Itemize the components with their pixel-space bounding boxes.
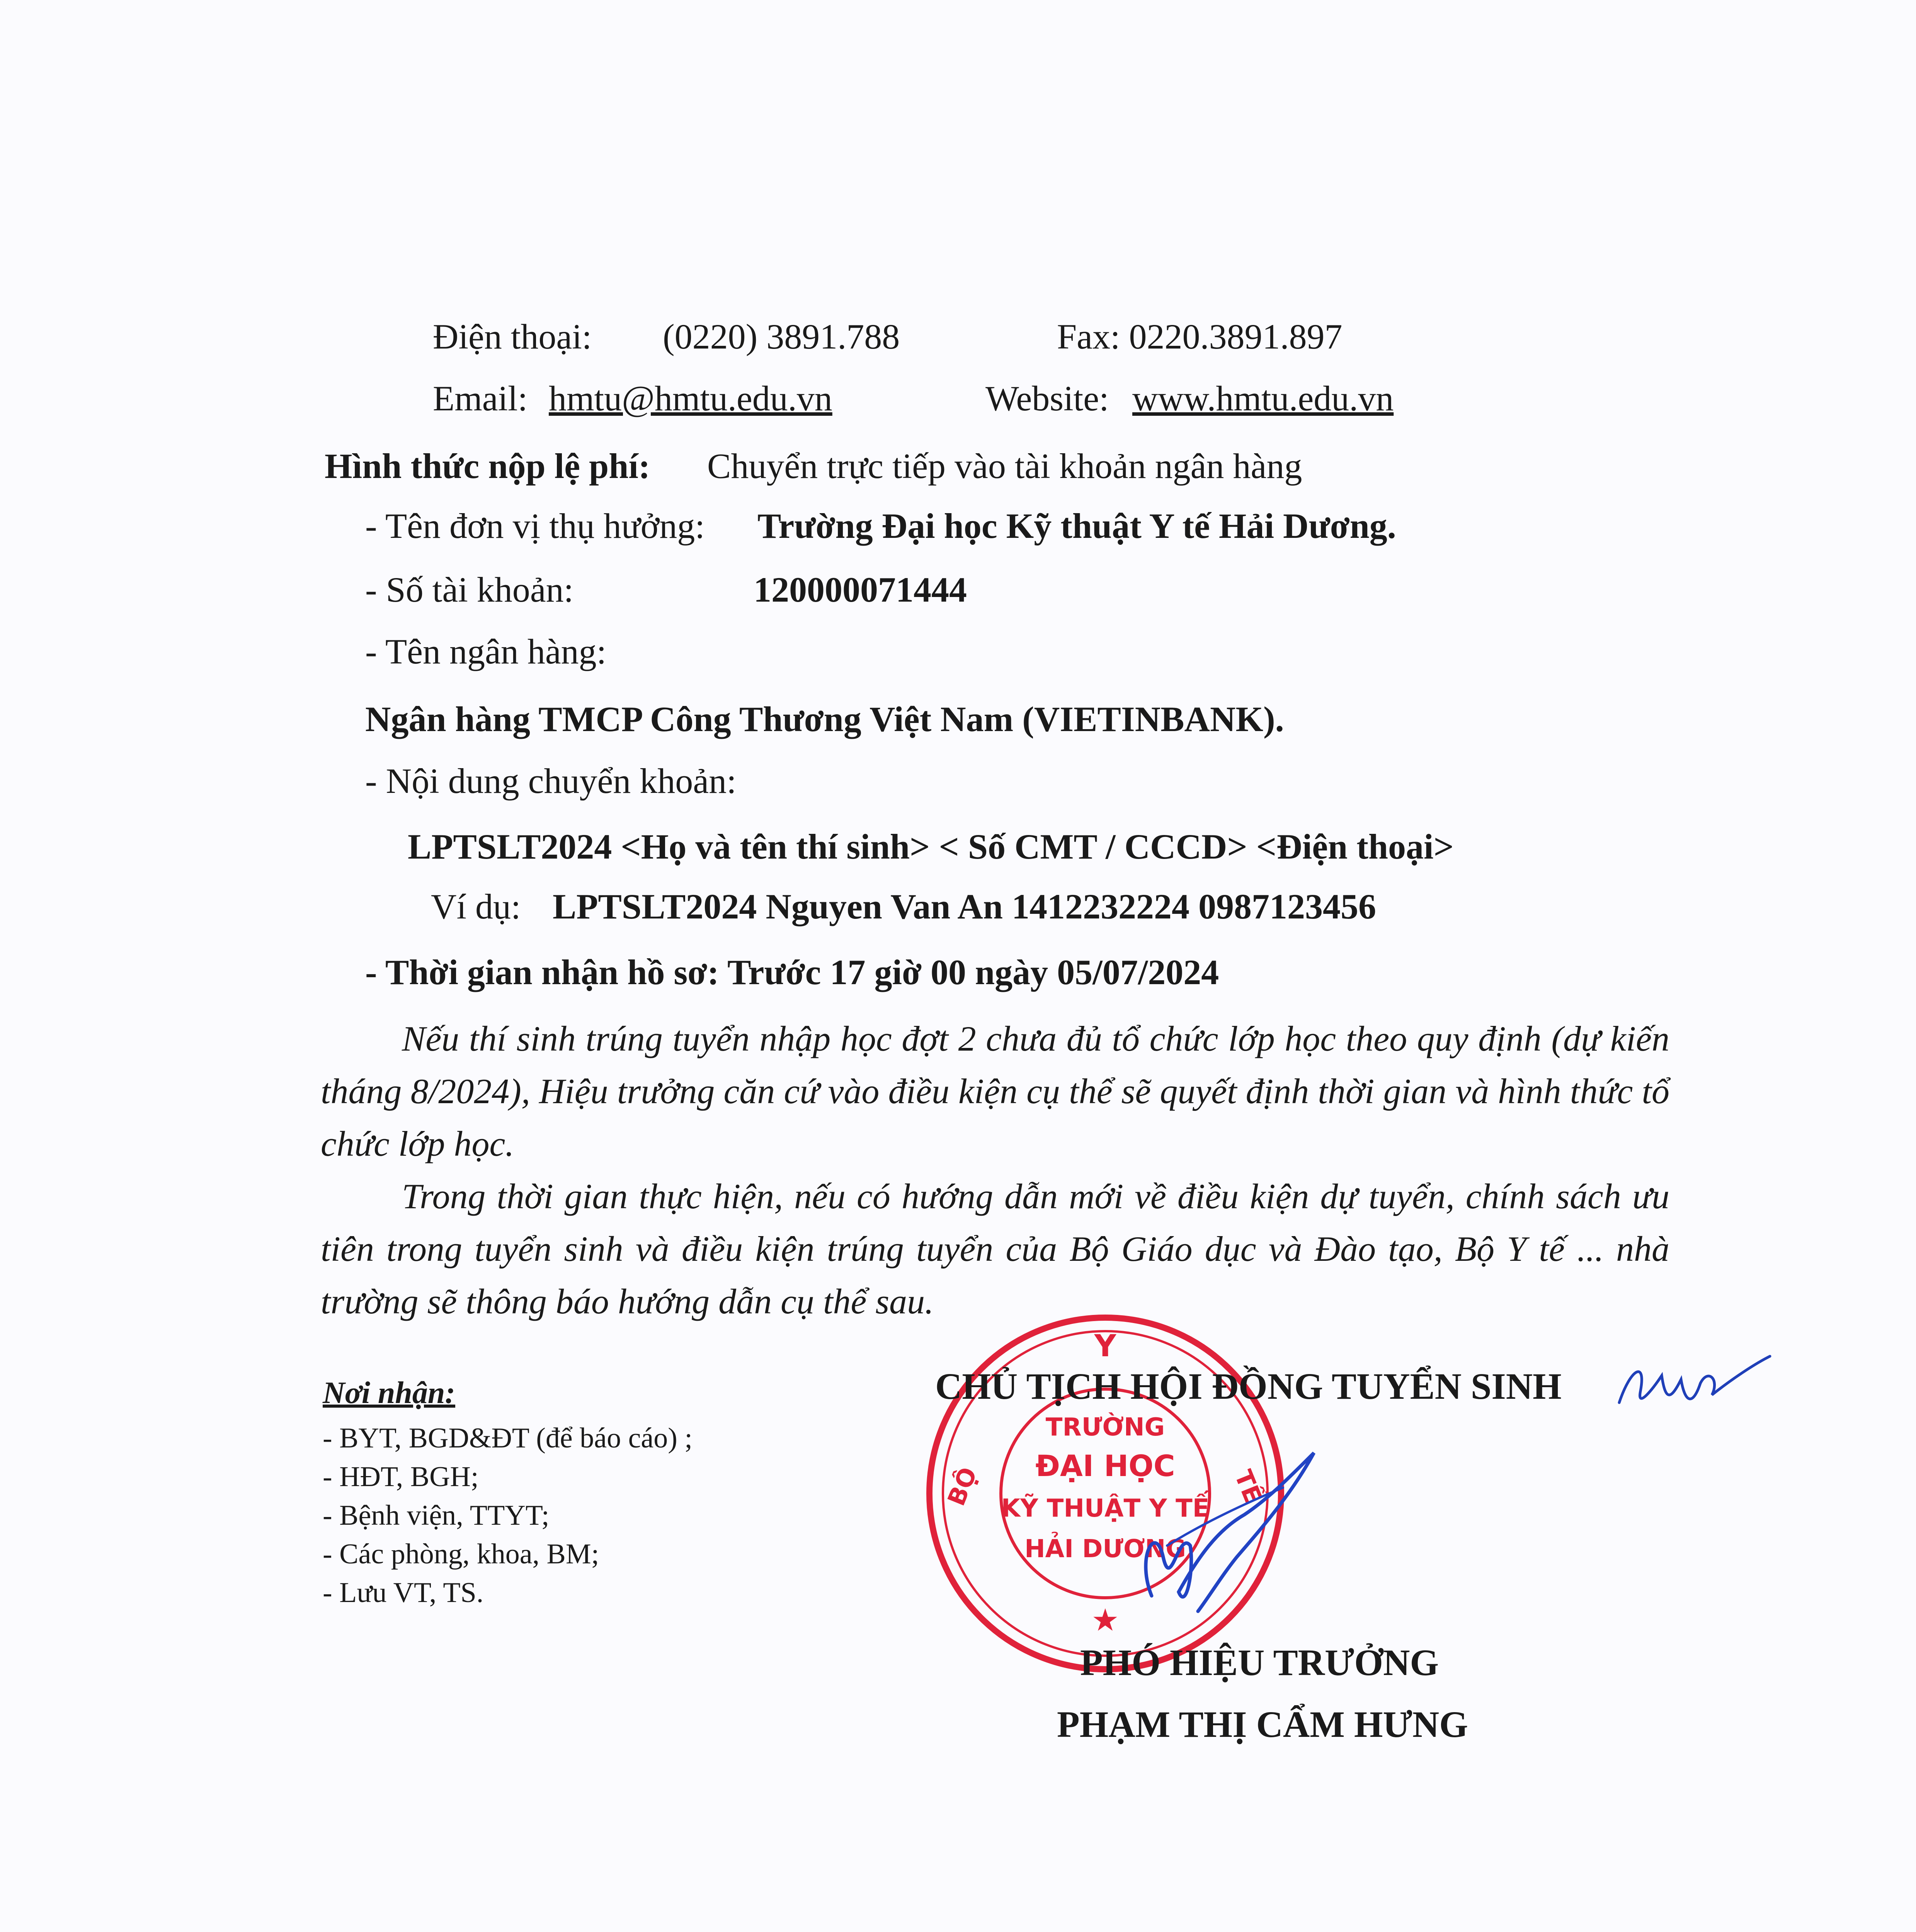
website-link[interactable]: www.hmtu.edu.vn bbox=[1132, 379, 1394, 418]
handwritten-signature-icon bbox=[1121, 1430, 1337, 1631]
recipient-item: - Lưu VT, TS. bbox=[323, 1577, 484, 1609]
phone-label: Điện thoại: bbox=[433, 317, 592, 356]
signer-position: PHÓ HIỆU TRƯỞNG bbox=[1080, 1642, 1439, 1683]
note-paragraph-1: Nếu thí sinh trúng tuyển nhập học đợt 2 chưa đủ tổ chức lớp học theo quy định (dự kiến tháng 8/2024), Hiệu trưởng căn cứ vào điều kiện cụ thể sẽ quyết định thời gian và hình thức tổ chức lớp học. bbox=[321, 1019, 1669, 1163]
email-label: Email: bbox=[433, 379, 528, 418]
website-label: Website: bbox=[985, 379, 1109, 418]
council-chair-title: CHỦ TỊCH HỘI ĐỒNG TUYỂN SINH bbox=[935, 1366, 1562, 1407]
stamp-left-arc: BỘ bbox=[942, 1463, 983, 1510]
example-value: LPTSLT2024 Nguyen Van An 1412232224 0987123456 bbox=[553, 887, 1377, 926]
recipient-item: - Các phòng, khoa, BM; bbox=[323, 1538, 599, 1570]
beneficiary-label: - Tên đơn vị thụ hưởng: bbox=[365, 506, 705, 546]
account-label: - Số tài khoản: bbox=[365, 570, 574, 609]
fee-heading-value: Chuyển trực tiếp vào tài khoản ngân hàng bbox=[707, 446, 1302, 486]
stamp-line-1: TRƯỜNG bbox=[1045, 1413, 1165, 1442]
fax-text: Fax: 0220.3891.897 bbox=[1057, 317, 1343, 356]
notes-block bbox=[321, 1012, 1669, 1328]
recipients-heading: Nơi nhận: bbox=[323, 1376, 456, 1410]
email-link[interactable]: hmtu@hmtu.edu.vn bbox=[549, 379, 832, 418]
note-paragraph-2: Trong thời gian thực hiện, nếu có hướng dẫn mới về điều kiện dự tuyển, chính sách ưu tiên trong tuyển sinh và điều kiện trúng tuyển của Bộ Giáo dục và Đào tạo, Bộ Y tế ... nhà trường sẽ thông báo hướng dẫn cụ thể sau. bbox=[321, 1177, 1669, 1321]
recipient-item: - BYT, BGD&ĐT (để báo cáo) ; bbox=[323, 1422, 693, 1454]
beneficiary-value: Trường Đại học Kỹ thuật Y tế Hải Dương. bbox=[757, 506, 1396, 546]
transfer-content-label: - Nội dung chuyển khoản: bbox=[365, 761, 737, 801]
bank-name: Ngân hàng TMCP Công Thương Việt Nam (VIETINBANK). bbox=[365, 699, 1284, 739]
initial-signature-icon bbox=[1604, 1345, 1774, 1430]
account-number: 120000071444 bbox=[754, 570, 967, 609]
deadline-text: - Thời gian nhận hồ sơ: Trước 17 giờ 00 ngày 05/07/2024 bbox=[365, 952, 1219, 992]
stamp-line-4: HẢI DƯƠNG bbox=[1024, 1535, 1186, 1563]
recipient-item: - Bệnh viện, TTYT; bbox=[323, 1500, 550, 1531]
transfer-content-template: LPTSLT2024 <Họ và tên thí sinh> < Số CMT / CCCD> <Điện thoại> bbox=[408, 827, 1454, 866]
bank-label: - Tên ngân hàng: bbox=[365, 632, 607, 671]
phone-value: (0220) 3891.788 bbox=[663, 317, 900, 356]
recipient-item: - HĐT, BGH; bbox=[323, 1461, 479, 1493]
stamp-line-3: KỸ THUẬT Y TẾ bbox=[1001, 1494, 1210, 1523]
stamp-right-arc: TẾ bbox=[1229, 1466, 1268, 1507]
stamp-line-2: ĐẠI HỌC bbox=[1035, 1449, 1175, 1483]
stamp-star-icon: ★ bbox=[1091, 1602, 1119, 1638]
stamp-top-text: Y bbox=[1094, 1329, 1116, 1364]
fee-heading: Hình thức nộp lệ phí: bbox=[325, 446, 650, 486]
signer-name: PHẠM THỊ CẨM HƯNG bbox=[1057, 1704, 1468, 1745]
example-label: Ví dụ: bbox=[431, 887, 521, 926]
